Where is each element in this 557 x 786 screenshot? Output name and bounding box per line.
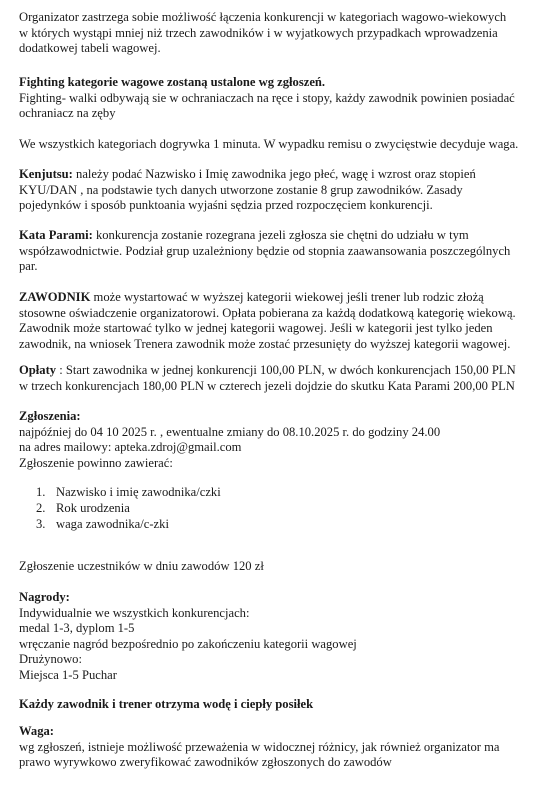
nagrody-heading: Nagrody:	[19, 590, 70, 604]
waga-section	[19, 724, 547, 771]
zawodnik-line: stosowne oświadczenie organizatorowi. Opłata pobierana za każdą dodatkową kategorię wiekową.	[19, 305, 516, 320]
list-item-text: waga zawodnika/c-zki	[56, 517, 169, 532]
bonus-paragraph	[19, 697, 547, 713]
kata-label: Kata Parami:	[19, 228, 93, 242]
list-item-text: Rok urodzenia	[56, 501, 130, 516]
oplaty-text: : Start zawodnika w jednej konkurencji 100,00 PLN, w dwóch konkurencjach 150,00 PLN	[56, 363, 516, 377]
kata-line: współzawodnictwie. Podział grup uzależniony będzie od stopnia zaawansowania poszczególnych	[19, 243, 511, 258]
zawodnik-line: zawodnik, na wniosek Trenera zawodnik może zostać przesunięty do wyższej kategorii wagowej.	[19, 336, 511, 351]
fighting-section	[19, 75, 547, 122]
list-item	[36, 485, 221, 501]
kenjutsu-line: pojedynków i sposób punktoania wyjaśni sędzia przed rozpoczęciem konkurencji.	[19, 198, 433, 213]
kata-text: konkurencja zostanie rozegrana jezeli zgłosza sie chętni do udziału w tym	[92, 228, 469, 242]
intro-paragraph	[19, 10, 547, 57]
list-item	[36, 501, 221, 517]
kenjutsu-text: należy podać Nazwisko i Imię zawodnika jego płeć, wagę i wzrost oraz stopień	[72, 167, 476, 181]
waga-line: prawo wyrywkowo zweryfikować zawodników zgłoszonych do zawodów	[19, 755, 392, 770]
bonus-text: Każdy zawodnik i trener otrzyma wodę i ciepły posiłek	[19, 697, 314, 711]
list-item-number: 2.	[36, 501, 46, 516]
zawodnik-text: może wystartować w wyższej kategorii wiekowej jeśli trener lub rodzic złożą	[90, 290, 484, 304]
nagrody-line: wręczanie nagród bezpośrednio po zakończeniu kategorii wagowej	[19, 636, 357, 651]
nagrody-section	[19, 590, 547, 684]
nagrody-line: Miejsca 1-5 Puchar	[19, 667, 117, 682]
zgloszenia-line: Zgłoszenie powinno zawierać:	[19, 455, 173, 470]
zawodnik-label: ZAWODNIK	[19, 290, 91, 304]
zgloszenia-line: na adres mailowy: apteka.zdroj@gmail.com	[19, 440, 242, 455]
nagrody-line: Indywidualnie we wszystkich konkurencjach:	[19, 605, 250, 620]
oplaty-line: w trzech konkurencjach 180,00 PLN w czterech jezeli dojdzie do skutku Kata Parami 200,00 PLN	[19, 378, 515, 393]
kenjutsu-label: Kenjutsu:	[19, 167, 73, 181]
kenjutsu-line	[19, 167, 547, 183]
intro-line: w których wystąpi mniej niż trzech zawodników i w wyjatkowych przypadkach wprowadzenia	[19, 25, 498, 40]
kenjutsu-section	[19, 167, 547, 214]
zawodnik-section	[19, 290, 547, 352]
overtime-paragraph	[19, 137, 547, 153]
oplaty-label: Opłaty	[19, 363, 57, 377]
zgloszenia-line: najpóźniej do 04 10 2025 r. , ewentualne zmiany do 08.10.2025 r. do godziny 24.00	[19, 424, 441, 439]
list-item	[36, 517, 221, 533]
fighting-line: Fighting- walki odbywają sie w ochraniaczach na ręce i stopy, każdy zawodnik powinien posiadać	[19, 90, 515, 105]
oplaty-line	[19, 363, 547, 379]
zawodnik-line	[19, 290, 547, 306]
kenjutsu-line: KYU/DAN , na podstawie tych danych utworzone zostanie 8 grup zawodników. Zasady	[19, 182, 463, 197]
kata-line	[19, 228, 547, 244]
fee-text: Zgłoszenie uczestników w dniu zawodów 120 zł	[19, 559, 264, 573]
oplaty-section	[19, 363, 547, 394]
zgloszenia-section	[19, 409, 547, 471]
kata-section	[19, 228, 547, 275]
fighting-heading: Fighting kategorie wagowe zostaną ustalone wg zgłoszeń.	[19, 75, 326, 89]
waga-line: wg zgłoszeń, istnieje możliwość przeważenia w widocznej różnicy, jak również organizator ma	[19, 739, 500, 754]
nagrody-line: Drużynowo:	[19, 652, 82, 667]
intro-line: dodatkowej tabeli wagowej.	[19, 41, 161, 56]
zgloszenia-heading: Zgłoszenia:	[19, 409, 81, 423]
zawodnik-line: Zawodnik może startować tylko w jednej kategorii wagowej. Jeśli w kategorii jest tylko jeden	[19, 321, 493, 336]
fee-paragraph	[19, 559, 547, 575]
waga-heading: Waga:	[19, 724, 54, 738]
list-item-number: 1.	[36, 485, 46, 499]
list-item-number: 3.	[36, 517, 46, 532]
overtime-text: We wszystkich kategoriach dogrywka 1 minuta. W wypadku remisu o zwycięstwie decyduje waga.	[19, 137, 519, 151]
fighting-line: ochraniacz na zęby	[19, 106, 116, 121]
kata-line: par.	[19, 259, 38, 274]
list-item-text: Nazwisko i imię zawodnika/czki	[56, 485, 221, 499]
zgloszenie-requirements-list	[36, 485, 221, 534]
intro-line: Organizator zastrzega sobie możliwość łączenia konkurencji w kategoriach wagowo-wiekowych	[19, 10, 507, 24]
nagrody-line: medal 1-3, dyplom 1-5	[19, 621, 135, 636]
